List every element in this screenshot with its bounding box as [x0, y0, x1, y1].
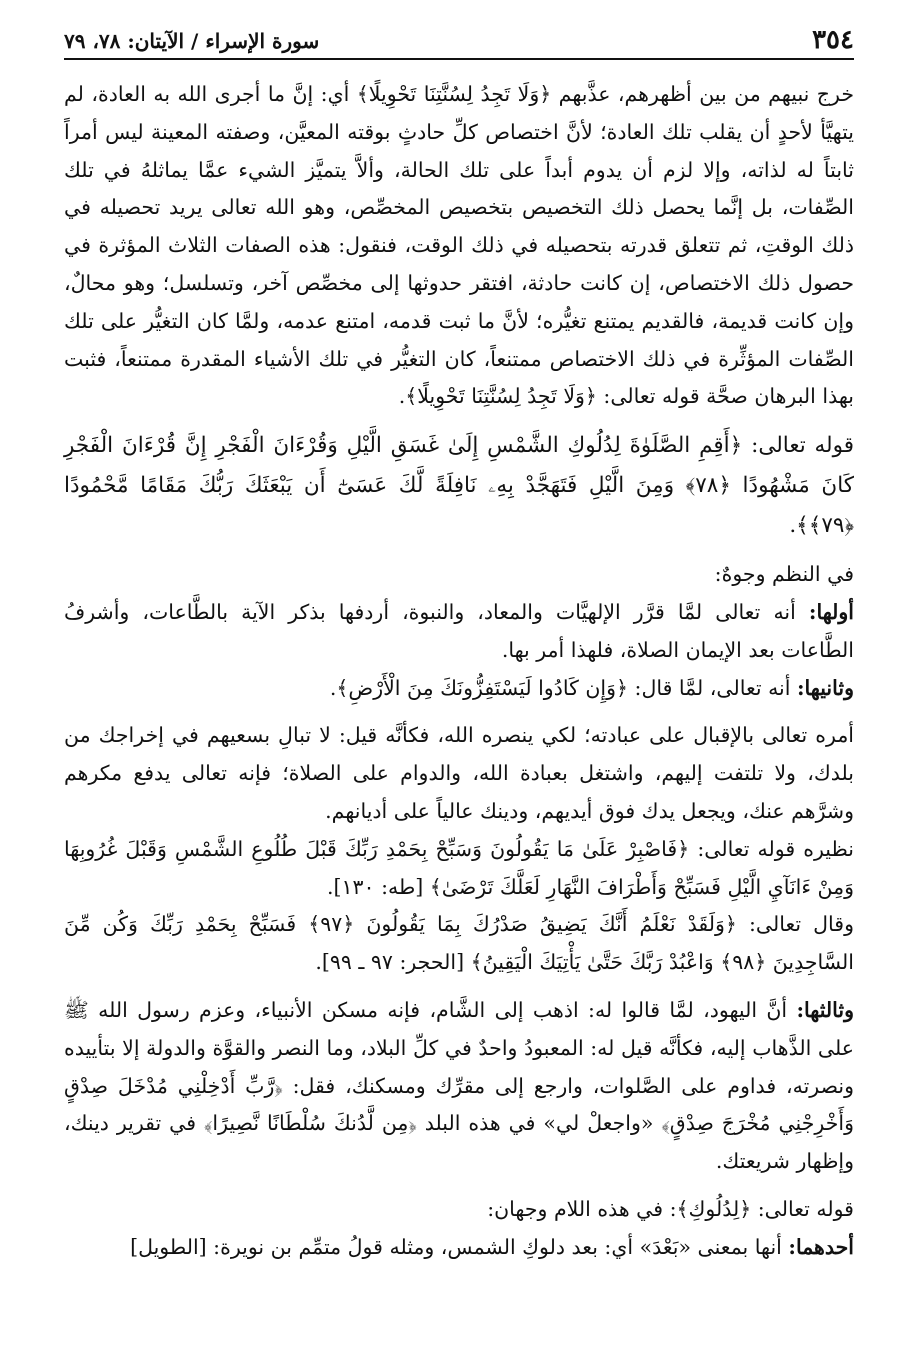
page-header	[64, 26, 854, 60]
paragraph-text: قوله تعالى: ﴿لِدُلُوكِ﴾: في هذه اللام وجهان:	[487, 1196, 854, 1221]
paragraph-lead: وثانيها:	[796, 675, 854, 700]
paragraph-lead: أولها:	[808, 599, 854, 624]
paragraph-1	[64, 76, 854, 416]
paragraph-5	[64, 670, 854, 708]
paragraph-text: أنَّ اليهود، لمَّا قالوا له: اذهب إلى الشَّام، فإنه مسكن الأنبياء، وعزم رسول الله ﷺ على الذَّهاب إليه، فكأنَّه قيل له: المعبودُ واحدٌ في كلِّ البلاد، وما النصر والقوَّة والدولة إلا بتأييده ونصرته، فداوم على الصَّلوات، وارجع إلى مقرِّك ومسكنك، فقل: ﴿رَّبِّ أَدْخِلْنِي مُدْخَلَ صِدْقٍ وَأَخْرِجْنِي مُخْرَجَ صِدْقٍ﴾ «واجعلْ لي» في هذه البلد ﴿مِن لَّدُنكَ سُلْطَانًا نَّصِيرًا﴾ في تقرير دينك، وإظهار شريعتك.	[64, 997, 854, 1174]
paragraph-text: أنه تعالى، لمَّا قال: ﴿وَإِن كَادُوا لَيَسْتَفِزُّونَكَ مِنَ الْأَرْضِ﴾.	[329, 675, 797, 700]
paragraph-text: وقال تعالى: ﴿وَلَقَدْ نَعْلَمُ أَنَّكَ يَضِيقُ صَدْرُكَ بِمَا يَقُولُونَ ﴿٩٧﴾ فَسَبِّحْ بِحَمْدِ رَبِّكَ وَكُن مِّنَ السَّاجِدِينَ ﴿٩٨﴾ وَاعْبُدْ رَبَّكَ حَتَّىٰ يَأْتِيَكَ الْيَقِينُ﴾ [الحجر: ٩٧ ـ ٩٩].	[64, 912, 854, 975]
page-body	[64, 76, 854, 1267]
paragraph-4	[64, 594, 854, 670]
paragraph-7	[64, 831, 854, 907]
paragraph-6	[64, 717, 854, 830]
paragraph-text: أنه تعالى لمَّا قرَّر الإلهيَّات والمعاد، والنبوة، أردفها بذكر الآية بالطَّاعات، وأشرفُ الطَّاعات بعد الإيمان الصلاة، فلهذا أمر بها.	[64, 599, 854, 662]
paragraph-9	[64, 992, 854, 1181]
paragraph-text: أمره تعالى بالإقبال على عبادته؛ لكي ينصره الله، فكأنَّه قيل: لا تبالِ بسعيهم في إخراجك من بلدك، ولا تلتفت إليهم، واشتغل بعبادة الله، والدوام على الصلاة؛ فإنه تعالى يدفع مكرهم وشرَّهم عنك، ويجعل يدك فوق أيديهم، ودينك عالياً على أديانهم.	[64, 723, 854, 823]
paragraph-text: قوله تعالى: ﴿أَقِمِ الصَّلَوٰةَ لِدُلُوكِ الشَّمْسِ إِلَىٰ غَسَقِ الَّيْلِ وَقُرْءَانَ الْفَجْرِ إِنَّ قُرْءَانَ الْفَجْرِ كَانَ مَشْهُودًا ﴿٧٨﴾ وَمِنَ الَّيْلِ فَتَهَجَّدْ بِهِۦ نَافِلَةً لَّكَ عَسَىٰٓ أَن يَبْعَثَكَ رَبُّكَ مَقَامًا مَّحْمُودًا ﴿٧٩﴾﴾.	[64, 433, 854, 539]
paragraph-10	[64, 1191, 854, 1229]
paragraph-3	[64, 556, 854, 594]
paragraph-text: نظيره قوله تعالى: ﴿فَاصْبِرْ عَلَىٰ مَا يَقُولُونَ وَسَبِّحْ بِحَمْدِ رَبِّكَ قَبْلَ طُلُوعِ الشَّمْسِ وَقَبْلَ غُرُوبِهَا وَمِنْ ءَانَآيِ الَّيْلِ فَسَبِّحْ وَأَطْرَافَ النَّهَارِ لَعَلَّكَ تَرْضَىٰ﴾ [طه: ١٣٠].	[64, 836, 854, 899]
quran-verse-paragraph	[64, 426, 854, 546]
running-title: سورة الإسراء / الآيتان: ٧٨، ٧٩	[64, 29, 320, 53]
paragraph-text: خرج نبيهم من بين أظهرهم، عذَّبهم ﴿وَلَا تَجِدُ لِسُنَّتِنَا تَحْوِيلًا﴾ أي: إنَّ ما أجرى الله به العادة، لم يتهيَّأ لأحدٍ أن يقلب تلك العادة؛ لأنَّ اختصاص كلِّ حادثٍ بوقته المعيَّن، وصفته المعينة ليس أمراً ثابتاً له لذاته، وإلا لزم أن يدوم أبداً على تلك الحالة، وألاَّ يتميَّز الشيء عمَّا يماثلهُ في تلك الصِّفات، بل إنَّما يحصل ذلك التخصيص بتخصيص المخصِّص، وهو الله تعالى يريد تحصيله في ذلك الوقتِ، ثم تتعلق قدرته بتحصيله في ذلك الوقت، فنقول: هذه الصفات الثلاث المؤثرة في حصول ذلك الاختصاص، إن كانت حادثة، افتقر حدوثها إلى مخصِّص آخر، وتسلسل؛ وهو محالٌ، وإن كانت قديمة، فالقديم يمتنع تغيُّره؛ لأنَّ ما ثبت قدمه، امتنع عدمه، ولمَّا كان التغيُّر على تلك الصِّفات المؤثِّرة في ذلك الاختصاص ممتنعاً، كان التغيُّر في تلك الأشياء المقدرة ممتنعاً، فثبت بهذا البرهان صحَّة قوله تعالى: ﴿وَلَا تَجِدُ لِسُنَّتِنَا تَحْوِيلًا﴾.	[64, 82, 854, 409]
paragraph-8	[64, 906, 854, 982]
paragraph-11	[64, 1229, 854, 1267]
paragraph-text: في النظم وجوهٌ:	[714, 562, 854, 587]
paragraph-lead: أحدهما:	[788, 1234, 854, 1259]
document-page	[64, 26, 854, 1267]
paragraph-lead: وثالثها:	[796, 997, 854, 1022]
paragraph-text: أنها بمعنى «بَعْدَ» أي: بعد دلوكِ الشمس، ومثله قولُ متمِّم بن نويرة: [الطويل]	[130, 1234, 789, 1259]
page-number: ٣٥٤	[812, 25, 854, 55]
